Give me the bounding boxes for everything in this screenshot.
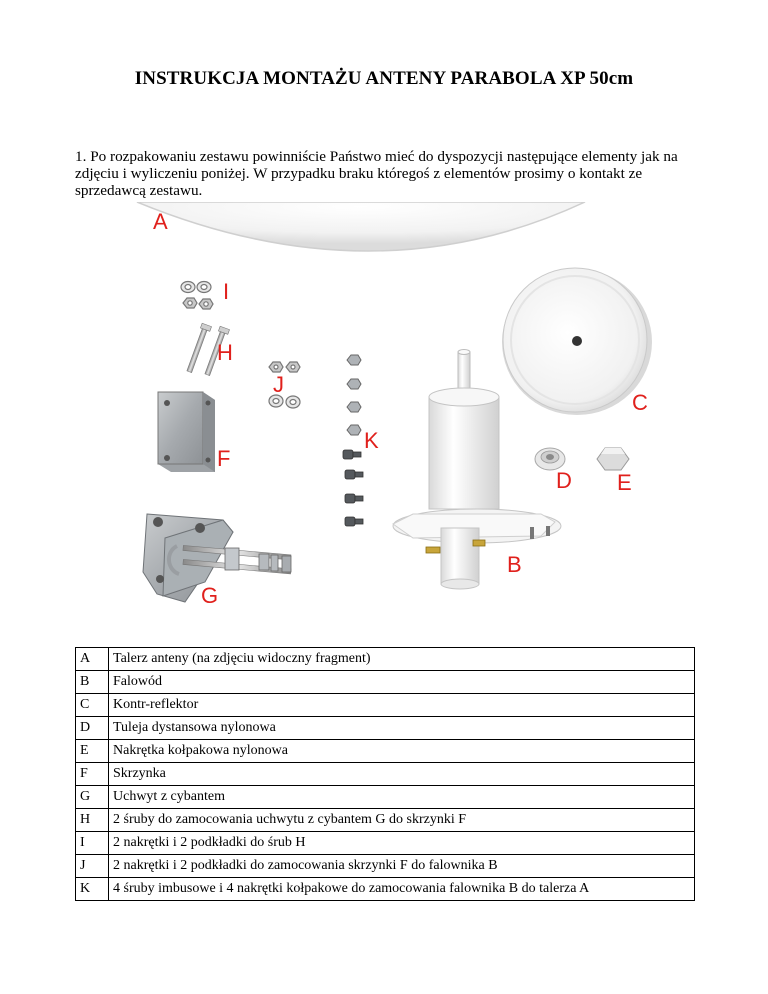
part-description: 2 nakrętki i 2 podkładki do zamocowania skrzynki F do falownika B [109, 855, 695, 878]
label-i: I [223, 279, 230, 304]
label-g: G [201, 583, 219, 608]
spacer-d [535, 448, 565, 470]
intro-paragraph: 1. Po rozpakowaniu zestawu powinniście Państwo mieć do dyspozycji następujące elementy jak na zdjęciu i wyliczeniu poniżej. W przypadku braku któregoś z elementów prosimy o kontakt ze sprzedawcą zestawu. [75, 148, 678, 199]
table-row [76, 855, 695, 878]
part-description: Uchwyt z cybantem [109, 786, 695, 809]
part-code: E [76, 740, 109, 763]
part-code: H [76, 809, 109, 832]
table-row [76, 694, 695, 717]
part-code: I [76, 832, 109, 855]
counter-reflector [502, 268, 652, 415]
part-description: Kontr-reflektor [109, 694, 695, 717]
part-description: Tuleja dystansowa nylonowa [109, 717, 695, 740]
part-description: 2 nakrętki i 2 podkładki do śrub H [109, 832, 695, 855]
part-code: J [76, 855, 109, 878]
label-h: H [217, 340, 233, 365]
table-row [76, 763, 695, 786]
part-code: B [76, 671, 109, 694]
table-row [76, 878, 695, 901]
label-b: B [507, 552, 522, 577]
table-row [76, 717, 695, 740]
part-description: Talerz anteny (na zdjęciu widoczny fragment) [109, 648, 695, 671]
table-row [76, 671, 695, 694]
part-code: D [76, 717, 109, 740]
part-code: K [76, 878, 109, 901]
table-row [76, 809, 695, 832]
part-description: Falowód [109, 671, 695, 694]
label-j: J [273, 372, 284, 397]
table-row [76, 740, 695, 763]
part-code: F [76, 763, 109, 786]
parts-photo [75, 202, 675, 640]
part-description: Nakrętka kołpakowa nylonowa [109, 740, 695, 763]
part-code: C [76, 694, 109, 717]
label-f: F [217, 446, 231, 471]
label-c: C [632, 390, 648, 415]
part-description: 4 śruby imbusowe i 4 nakrętki kołpakowe do zamocowania falownika B do talerza A [109, 878, 695, 901]
label-a: A [153, 209, 168, 234]
table-row [76, 832, 695, 855]
parts-table [75, 647, 695, 901]
part-code: A [76, 648, 109, 671]
table-row [76, 648, 695, 671]
part-description: Skrzynka [109, 763, 695, 786]
label-k: K [364, 428, 379, 453]
label-e: E [617, 470, 632, 495]
part-code: G [76, 786, 109, 809]
document-title: INSTRUKCJA MONTAŻU ANTENY PARABOLA XP 50cm [134, 68, 634, 89]
label-d: D [556, 468, 572, 493]
part-description: 2 śruby do zamocowania uchwytu z cybantem G do skrzynki F [109, 809, 695, 832]
table-row [76, 786, 695, 809]
box-f [158, 392, 215, 472]
